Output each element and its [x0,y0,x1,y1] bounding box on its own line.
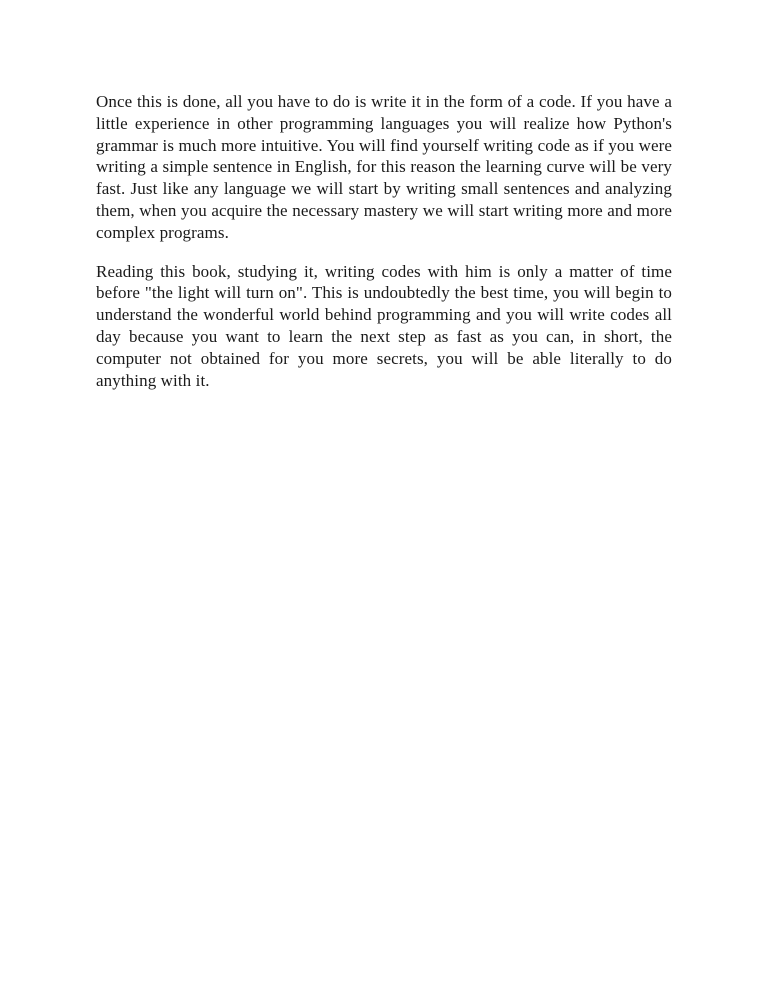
body-paragraph: Once this is done, all you have to do is write it in the form of a code. If you have a little experience in other programming languages you will realize how Python's grammar is much more intuitive. You will find yourself writing code as if you were writing a simple sentence in English, for this reason the learning curve will be very fast. Just like any language we will start by writing small sentences and analyzing them, when you acquire the necessary mastery we will start writing more and more complex programs. [96,92,672,242]
body-paragraph: Reading this book, studying it, writing codes with him is only a matter of time before "the light will turn on". This is undoubtedly the best time, you will begin to understand the wonderful world behind programming and you will write codes all day because you want to learn the next step as fast as you can, in short, the computer not obtained for you more secrets, you will be able literally to do anything with it. [96,261,672,390]
